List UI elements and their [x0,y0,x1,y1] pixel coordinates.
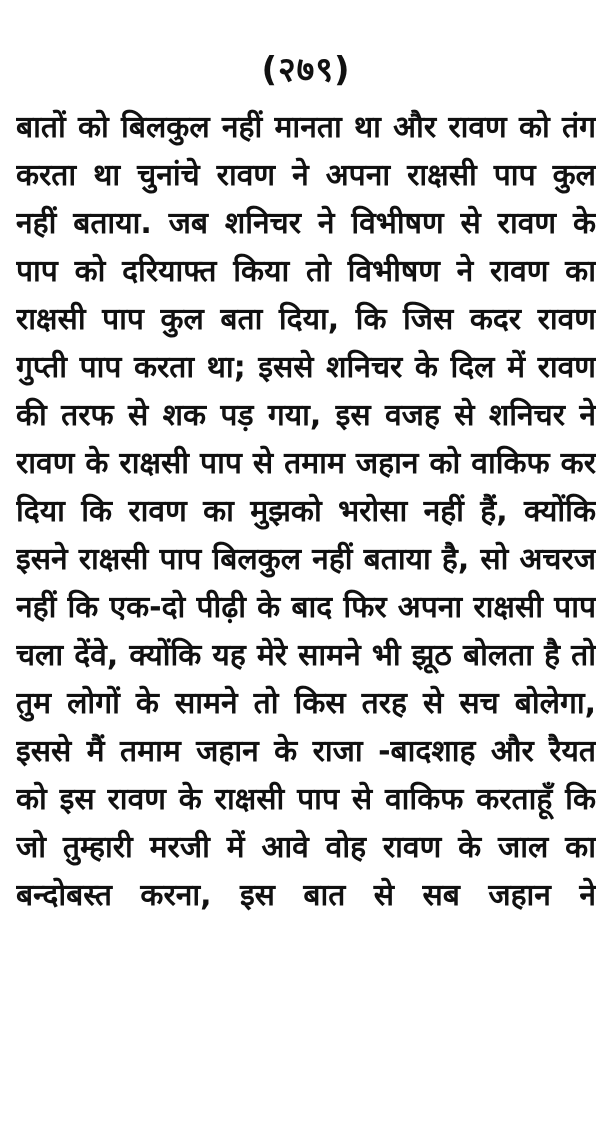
text-line-10: इसने राक्षसी पाप बिलकुल नहीं बताया है, सो अचरज [16,542,596,577]
page-number: (२७९) [261,50,351,90]
text-line-8: रावण के राक्षसी पाप से तमाम जहान को वाकिफ कर [16,446,596,481]
text-line-15: को इस रावण के राक्षसी पाप से वाकिफ करताहूँ कि [16,782,596,817]
text-line-5: राक्षसी पाप कुल बता दिया, कि जिस कदर रावण [16,302,596,337]
text-line-17: बन्दोबस्त करना, इस बात से सब जहान ने [16,878,596,913]
text-line-12: चला देंवे, क्योंकि यह मेरे सामने भी झूठ बोलता है तो [16,638,596,673]
text-line-16: जो तुम्हारी मरजी में आवे वोह रावण के जाल का [16,830,596,865]
text-line-11: नहीं कि एक-दो पीढ़ी के बाद फिर अपना राक्षसी पाप [16,590,596,625]
text-line-3: नहीं बताया. जब शनिचर ने विभीषण से रावण के [16,206,596,241]
text-line-9: दिया कि रावण का मुझको भरोसा नहीं हैं, क्योंकि [16,494,596,529]
text-line-2: करता था चुनांचे रावण ने अपना राक्षसी पाप कुल [16,158,596,193]
text-line-14: इससे मैं तमाम जहान के राजा -बादशाह और रैयत [16,734,596,769]
text-line-7: की तरफ से शक पड़ गया, इस वजह से शनिचर ने [16,398,596,433]
text-line-13: तुम लोगों के सामने तो किस तरह से सच बोलेगा, [16,686,596,721]
text-line-6: गुप्ती पाप करता था; इससे शनिचर के दिल में रावण [16,350,596,385]
text-line-1: बातों को बिलकुल नहीं मानता था और रावण को तंग [16,110,596,145]
text-line-4: पाप को दरियाफ्त किया तो विभीषण ने रावण का [16,254,596,289]
